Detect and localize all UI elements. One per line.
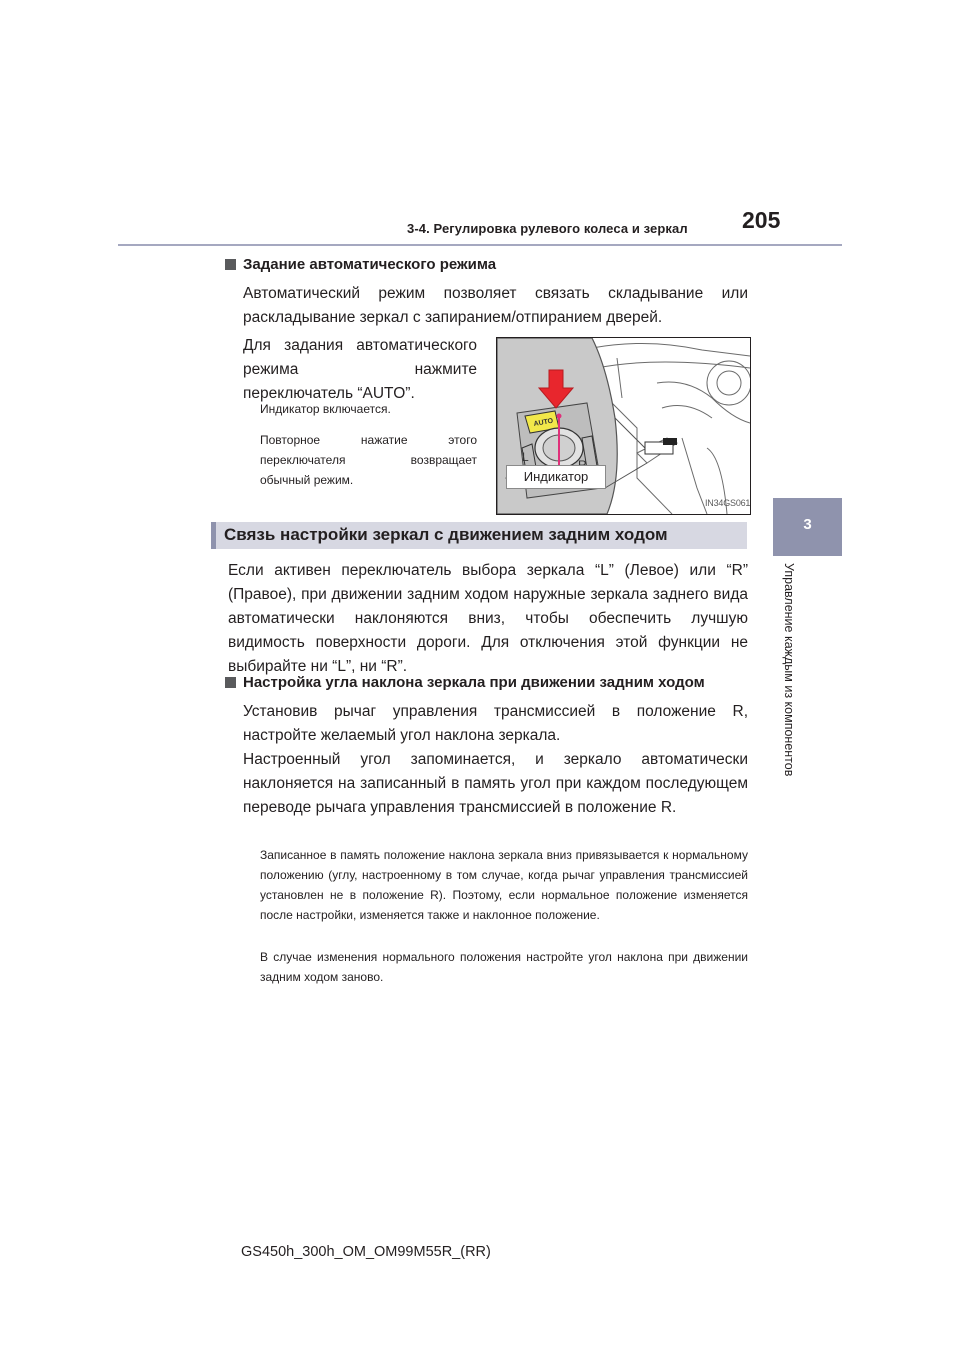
figure-label-indicator: Индикатор (506, 465, 606, 489)
note-indicator-on: Индикатор включается. (260, 402, 391, 416)
section-banner-accent (211, 522, 216, 549)
figure-code: IN34GS061 (705, 498, 751, 508)
instruction-line-2a: режима (243, 361, 299, 378)
instruction-line-2b: нажмите (414, 361, 477, 378)
page-number: 205 (742, 207, 781, 233)
angle-setting-heading-text: Настройка угла наклона зеркала при движении задним ходом (243, 674, 705, 691)
auto-mode-heading (225, 256, 496, 273)
chapter-title-vertical (782, 563, 810, 813)
running-header-section: 3-4. Регулировка рулевого колеса и зеркал (407, 221, 688, 236)
square-bullet-icon (225, 259, 236, 270)
chapter-title: Управление каждым из компонентов (782, 563, 796, 777)
auto-switch-text: AUTO (533, 417, 554, 428)
instruction-line-3: переключатель “AUTO”. (243, 385, 415, 402)
auto-mode-description: Автоматический режим позволяет связать складывание или раскладывание зеркал с запиранием/отпиранием дверей. (243, 285, 748, 326)
angle-setting-note-1: Записанное в память положение наклона зеркала вниз привязывается к нормальному положению (углу, настроенному в том случае, когда рычаг управления трансмиссией установлен не в положение R). Поэтому, если нормальное положение изменяется после настройки, изменяется также и наклонное положение. (260, 848, 748, 922)
document-code-footer: GS450h_300h_OM_OM99M55R_(RR) (241, 1244, 491, 1260)
chapter-number: 3 (803, 516, 812, 533)
note-repeat-line-1: Повторное нажатие этого (260, 433, 477, 447)
note-repeat-line-2: переключателя возвращает (260, 453, 477, 467)
angle-setting-para-1: Установив рычаг управления трансмиссией в положение R, настройте желаемый угол наклона зеркала. (243, 703, 748, 744)
note-repeat-line-3: обычный режим. (260, 473, 354, 487)
header-rule (118, 244, 842, 246)
switch-letter-l: L (522, 450, 529, 464)
angle-setting-heading (225, 674, 705, 691)
instruction-line-1-text: Для задания автоматического (243, 337, 477, 354)
angle-setting-para-2: Настроенный угол запоминается, и зеркало автоматически наклоняется на записанный в память угол при каждом последующем переводе рычага управления трансмиссией в положение R. (243, 751, 748, 816)
square-bullet-icon (225, 677, 236, 688)
instruction-line-1 (243, 334, 477, 358)
note-repeat-press (260, 430, 477, 490)
angle-setting-note-2: В случае изменения нормального положения настройте угол наклона при движении задним ходом заново. (260, 950, 748, 984)
section-title: Связь настройки зеркал с движением задним ходом (224, 525, 668, 544)
reverse-section-paragraph: Если активен переключатель выбора зеркала “L” (Левое) или “R” (Правое), при движении задним ходом наружные зеркала заднего вида автоматически наклоняются вниз, чтобы обеспечить лучшую видимость поверхности дороги. Для отключения этой функции не выбирайте ни “L”, ни “R”. (228, 562, 748, 675)
auto-mode-heading-text: Задание автоматического режима (243, 256, 497, 273)
instruction-line-2 (243, 358, 477, 382)
auto-mode-instruction (243, 334, 477, 406)
